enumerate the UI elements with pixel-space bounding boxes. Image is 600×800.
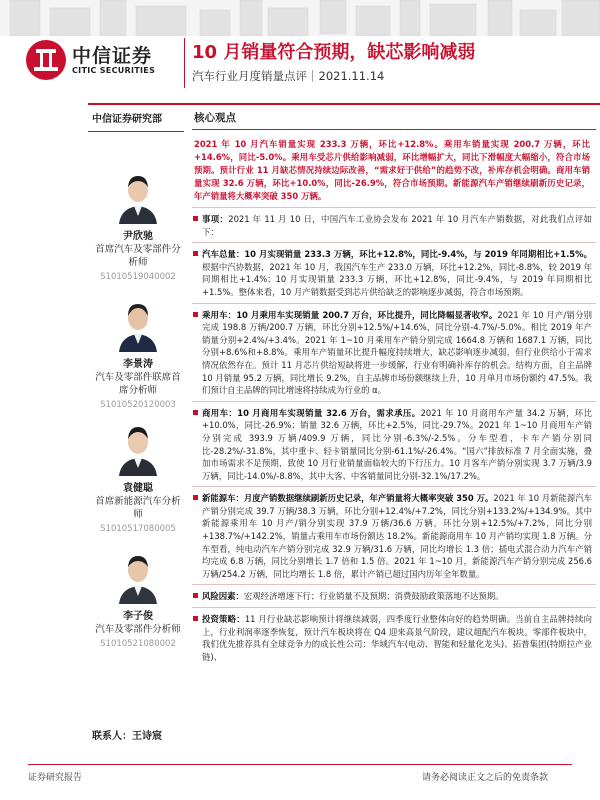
paragraph-total-vehicles	[192, 248, 592, 298]
analyst-license-id: S1010520120003	[100, 400, 176, 410]
sidebar-rule	[88, 131, 184, 132]
paragraph-passenger-cars	[192, 309, 592, 397]
analyst-name: 李景涛	[123, 359, 153, 370]
paragraph-heading: 乘用车：10 月乘用车实现销量 200.7 万台，环比提升，同比降幅显著收窄。	[202, 309, 498, 320]
paragraph-heading: 投资策略：	[202, 614, 245, 625]
analyst-photo	[115, 420, 161, 476]
paragraph-commercial-vehicles	[192, 407, 592, 483]
header-divider	[184, 38, 185, 88]
paragraph-heading: 商用车：10 月商用车实现销量 32.6 万台，需求承压。	[202, 407, 421, 418]
section-rule	[192, 607, 596, 608]
summary-highlight: 2021 年 10 月汽车销量实现 233.3 万辆，环比+12.8%。乘用车销量实现 200.7 万辆，环比+14.6%，同比-5.0%。乘用车受芯片供给影响减弱，环比增幅扩大，同比下滑幅度大幅缩小，符合市场预期。预计行业 11 月缺芯情况持续边际改善，“需求好于供给”的趋势不改，补库存机会明确。商用车销量实现 32.6 万辆，环比+10.0%，同比-26.9%，符合市场预期。新能源汽车产销继续刷新历史记录，年产销量将大概率突破 350 万辆。	[194, 139, 590, 201]
paragraph-body: 2021 年 10 月新能源汽车产销分别完成 39.7 万辆/38.3 万辆，环比分别+12.4%/+7.2%，同比分别+133.2%/+134.9%。其中新能源乘用车 10 月产/销分别实现 37.9 万辆/36.6 万辆，环比分别+12.5%/+7.2%，同比分别+138.7%/+142.2%，销量占乘用车市场份额达 18.2%。新能源商用车 10 月产销均实现 1.8 万辆。分车型看，纯电动汽车产销分别完成 32.9 万辆/31.6 万辆，同比均增长 1.3 倍；插电式混合动力汽车产销均完成 6.8 万辆，同比分别增长 1.7 倍和 1.5 倍。2021 年 1~10 月，新能源汽车产销分别完成 256.6 万辆/254.2 万辆，同比均增长 1.8 倍，累计产销已超过国内历年全年数量。	[202, 493, 592, 579]
contact-person: 联系人：王诗宸	[92, 731, 162, 742]
report-title: 10 月销量符合预期，缺芯影响减弱	[192, 42, 476, 63]
analyst-role: 汽车及零部件分析师	[95, 624, 181, 635]
analyst-card	[88, 548, 188, 651]
paragraph-body: 根据中汽协数据，2021 年 10 月，我国汽车生产 233.0 万辆，环比+12.2%，同比-8.8%，较 2019 年同期相比+1.4%；10 月实现销量 233.3 万辆，环比+12.8%，同比-9.4%，与 2019 年同期相比+1.5%。整体来看，10 月产销数据受到芯片供给缺乏的影响逐步减弱，符合市场预期。	[202, 261, 592, 297]
analyst-photo	[115, 548, 161, 604]
analyst-photo	[115, 296, 161, 352]
analyst-role: 首席新能源汽车分析师	[95, 496, 181, 520]
paragraph-event	[192, 213, 592, 238]
research-institute: 中信证券研究部	[92, 114, 162, 125]
citic-logo-icon	[26, 40, 66, 80]
analyst-license-id: S1010519040002	[100, 272, 176, 282]
citic-logo	[26, 40, 186, 84]
analyst-card	[88, 296, 188, 412]
paragraph-body: 2021 年 11 月 10 日，中国汽车工业协会发布 2021 年 10 月汽车产销数据，对此我们点评如下：	[202, 214, 593, 237]
analyst-card	[88, 420, 188, 536]
paragraph-body: 11 月行业缺芯影响预计将继续减弱，四季度行业整体向好的趋势明确。当前自主品牌持续向上，行业利润率逐季恢复，预计汽车板块将在 Q4 迎来高景气阶段，建议超配汽车板块。零部件板块中，我们优先推荐具有全球竞争力的成长性公司：华域汽车(电动、智能和轻量化龙头)、拓普集团(特斯拉产业链)、	[202, 614, 592, 662]
section-title: 核心观点	[194, 112, 236, 124]
section-rule	[192, 486, 596, 487]
analyst-license-id: S1010517080005	[100, 524, 176, 534]
analyst-name: 尹欣驰	[123, 231, 153, 242]
paragraph-body: 2021 年 10 月商用车产量 34.2 万辆，环比+10.0%，同比-26.9%；销量 32.6 万辆，环比+2.5%，同比-29.7%。2021 年 1~10 月商用车产销分别完成 393.9 万辆/409.9 万辆，同比分别-6.3%/-2.5%。分车型看，卡车产销分别同比-28.2%/-31.8%，其中重卡、轻卡销量同比分别-61.1%/-26.4%。“国六”排放标准 7 月全面实施，叠加市场需求不足预期，致使 10 月行业销量面临较大的下行压力。10 月客车产销分别实现 3.7 万辆/3.9 万辆，同比-14.0%/-8.8%，其中大客、中客销量同比分别-32.1%/17.2%。	[202, 407, 592, 481]
logo-text-cn: 中信证券	[72, 45, 153, 67]
analyst-photo	[115, 168, 161, 224]
footer-disclaimer: 请务必阅读正文之后的免责条款	[421, 773, 548, 783]
logo-text-en: CITIC SECURITIES	[72, 66, 156, 75]
report-subtitle: 汽车行业月度销量点评｜2021.11.14	[192, 69, 385, 83]
analyst-name: 袁健聪	[123, 483, 153, 494]
paragraph-body: 2021 年 10 月产/销分别完成 198.8 万辆/200.7 万辆，环比分别+12.5%/+14.6%，同比分别-4.7%/-5.0%。相比 2019 年产销量分别+2.4%/+3.4%。2021 年 1~10 月乘用车产销分别完成 1664.8 万辆和 1687.1 万辆，同比分别+8.6%和+8.8%。乘用车产销量环比提升幅度持续增大，缺芯影响逐步减弱，但行业供给小于需求情况依然存在。预计 11 月芯片供给短缺将进一步缓解，行业有明确补库存的机会。结构方面，自主品牌 10 月销量 95.2 万辆，同比增长 9.2%，自主品牌市场份额继续上升，10 月单月市场份额约 47.5%。我们预计自主品牌的同比增速将持续成为行业的 α。	[202, 309, 593, 396]
section-rule	[192, 303, 596, 304]
paragraph-heading: 事项：	[202, 214, 229, 224]
analyst-sidebar	[88, 110, 188, 136]
paragraph-new-energy	[192, 492, 592, 580]
header-rule	[88, 103, 600, 105]
paragraph-heading: 风险因素：	[202, 591, 244, 602]
section-rule	[192, 401, 596, 402]
analyst-card	[88, 168, 188, 284]
footer-rule	[28, 764, 572, 765]
section-rule	[192, 584, 596, 585]
paragraph-heading: 新能源车：月度产销数据继续刷新历史记录，年产销量将大概率突破 350 万。	[202, 493, 494, 504]
paragraph-risk-factors	[192, 590, 592, 603]
footer-report-type: 证券研究报告	[28, 773, 83, 783]
analyst-license-id: S1010521080002	[100, 639, 176, 649]
section-rule	[192, 207, 596, 208]
section-rule	[192, 129, 596, 130]
paragraph-heading: 汽车总量：10 月实现销量 233.3 万辆，环比+12.8%，同比-9.4%，与 2019 年同期相比+1.5%。	[202, 249, 592, 260]
main-content	[192, 110, 592, 663]
analyst-name: 李子俊	[123, 611, 153, 622]
analyst-role: 汽车及零部件联席首席分析师	[95, 372, 181, 396]
section-rule	[192, 242, 596, 243]
paragraph-body: 宏观经济增速下行；行业销量不及预期；消费鼓励政策落地不达预期。	[243, 591, 504, 602]
analyst-role: 首席汽车及零部件分析师	[95, 244, 181, 268]
report-header	[0, 0, 600, 104]
paragraph-investment-strategy	[192, 613, 592, 663]
